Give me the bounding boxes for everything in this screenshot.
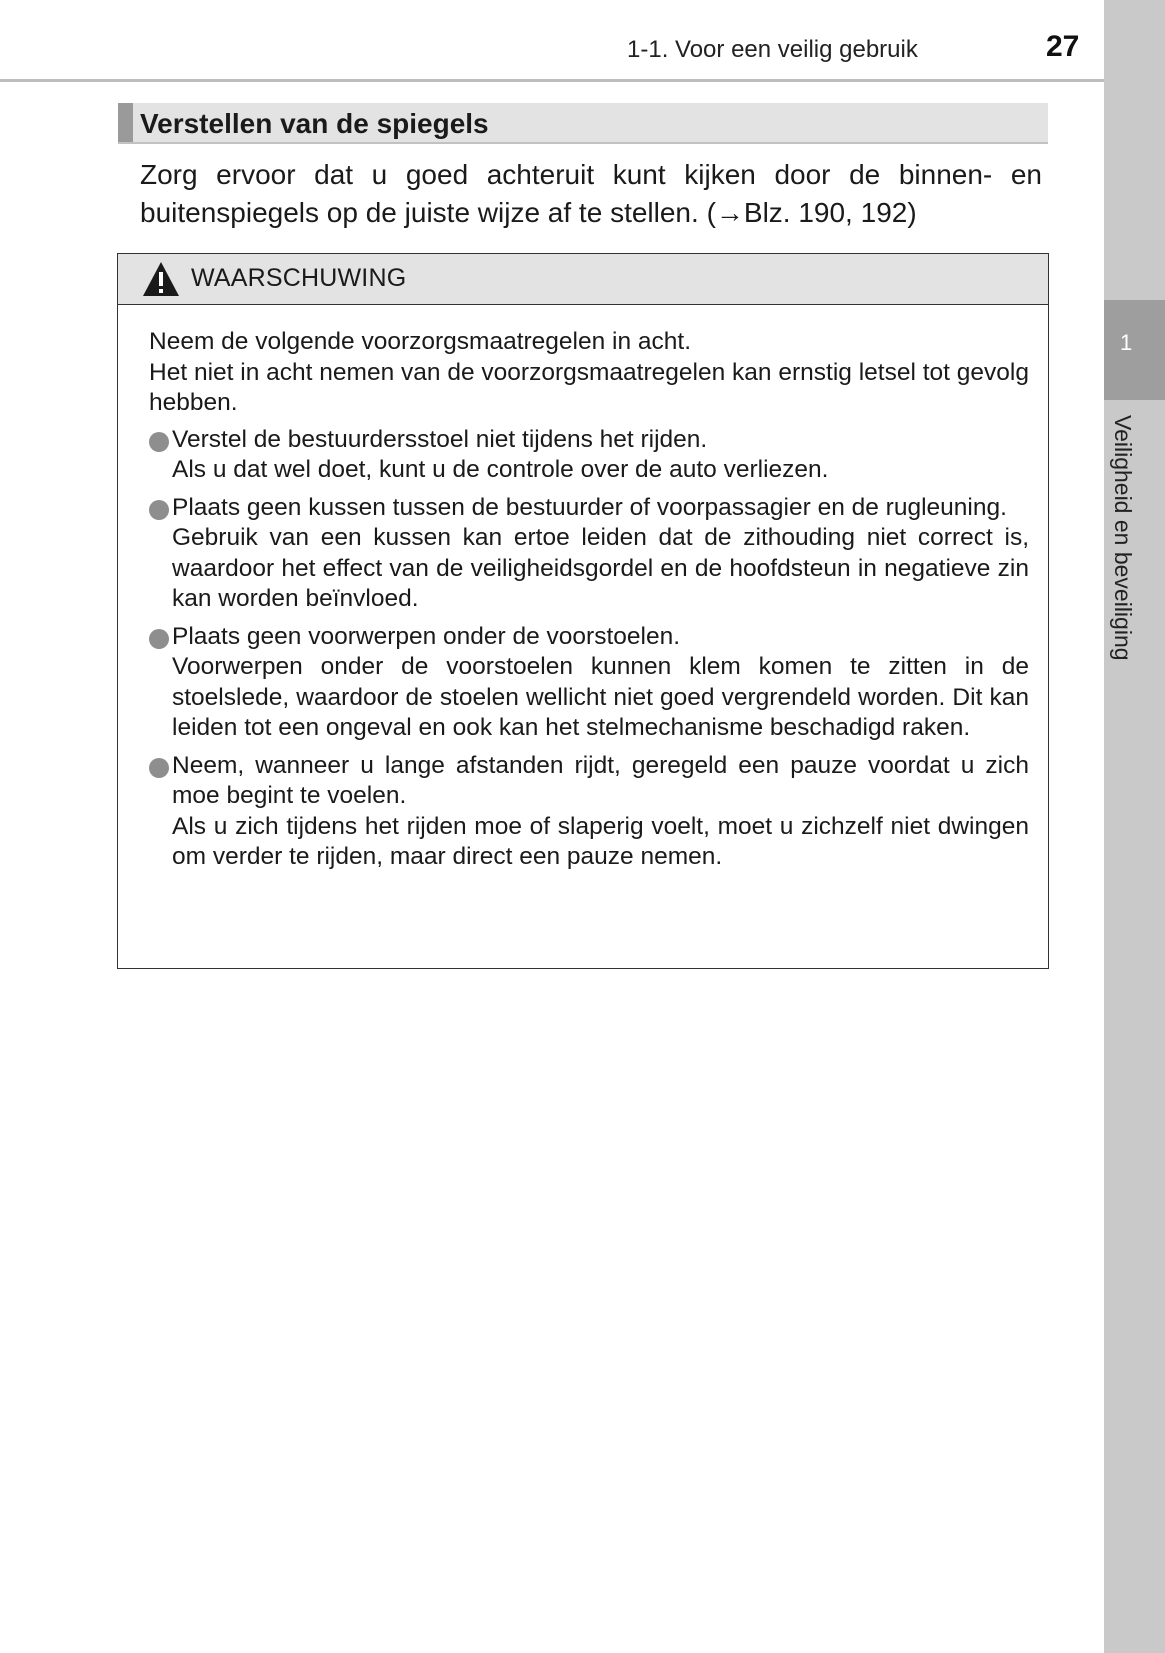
warning-body: [149, 327, 1029, 880]
item-lead: Neem, wanneer u lange afstanden rijdt, geregeld een pauze voordat u zich moe begint te voelen.: [172, 751, 1029, 809]
heading-accent-bar: [118, 103, 133, 142]
item-detail: Als u dat wel doet, kunt u de controle over de auto verliezen.: [172, 456, 829, 483]
list-item: [149, 493, 1029, 615]
bullet-icon: [149, 432, 169, 452]
section-intro: Zorg ervoor dat u goed achteruit kunt kijken door de binnen- en buitenspiegels op de juiste wijze af te stellen. (→Blz. 190, 192): [140, 159, 1042, 228]
list-item: [149, 425, 1029, 486]
list-item: [149, 622, 1029, 744]
page-number: 27: [1046, 30, 1080, 63]
section-title: Verstellen van de spiegels: [140, 108, 489, 139]
side-strip: [1104, 0, 1165, 1653]
warning-title: WAARSCHUWING: [191, 264, 407, 292]
item-detail: Als u zich tijdens het rijden moe of slaperig voelt, moet u zichzelf niet dwingen om verder te rijden, maar direct een pauze nemen.: [172, 812, 1029, 870]
chapter-tab[interactable]: [1104, 300, 1165, 400]
chapter-title: Veiligheid en beveiliging: [1110, 415, 1136, 661]
warning-list: [149, 425, 1029, 873]
warning-triangle-icon: [142, 261, 180, 297]
item-lead: Verstel de bestuurdersstoel niet tijdens het rijden.: [172, 425, 708, 453]
list-item: [149, 751, 1029, 873]
bullet-icon: [149, 629, 169, 649]
warning-intro-line2: Het niet in acht nemen van de voorzorgsmaatregelen kan ernstig letsel tot gevolg hebben.: [149, 358, 1029, 416]
section-heading: [118, 103, 1048, 144]
item-lead: Plaats geen voorwerpen onder de voorstoelen.: [172, 622, 681, 650]
running-header: 1-1. Voor een veilig gebruik: [627, 36, 918, 63]
header-divider: [0, 79, 1104, 82]
item-detail: Voorwerpen onder de voorstoelen kunnen klem komen te zitten in de stoelslede, waardoor de stoelen wellicht niet goed vergrendeld worden. Dit kan leiden tot een ongeval en ook kan het stelmechanisme beschadigd raken.: [172, 653, 1029, 741]
warning-header: [118, 254, 1048, 305]
bullet-icon: [149, 758, 169, 778]
warning-box: [117, 253, 1049, 969]
item-lead: Plaats geen kussen tussen de bestuurder of voorpassagier en de rugleuning.: [172, 493, 1007, 521]
chapter-number: 1: [1120, 330, 1133, 355]
item-detail: Gebruik van een kussen kan ertoe leiden dat de zithouding niet correct is, waardoor het effect van de veiligheidsgordel en de hoofdsteun in negatieve zin kan worden beïnvloed.: [172, 524, 1029, 612]
bullet-icon: [149, 500, 169, 520]
warning-intro-line1: Neem de volgende voorzorgsmaatregelen in acht.: [149, 328, 692, 355]
